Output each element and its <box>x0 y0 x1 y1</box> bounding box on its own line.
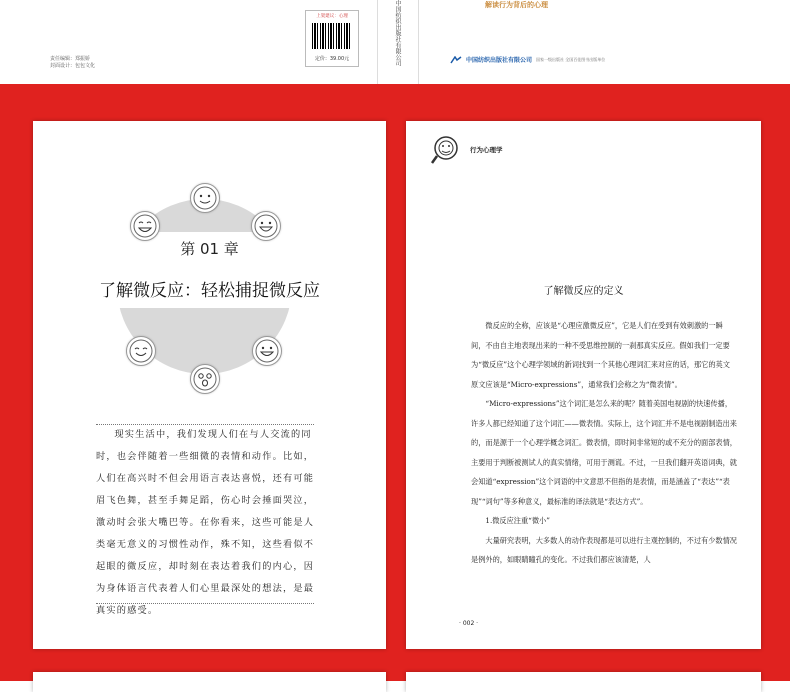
chapter-intro: 现实生活中，我们发现人们在与人交流的同时，也会伴随着一些细微的表情和动作。比如，人们在高兴时不但会用语言表达喜悦，还有可能眉飞色舞，甚至手舞足蹈，伤心时会捶面哭泣，激动时会张大嘴巴等。在你看来，这些可能是人类毫无意义的习惯性动作，殊不知，这些看似不起眼的微反应，却时刻在表达着我们的内心，因为身体语言代表着人们心里最深处的想法，是最真实的感受。 <box>96 429 315 616</box>
credit-design: 封面设计：包包文化 <box>50 63 96 69</box>
publisher <box>450 55 605 64</box>
next-left-page <box>33 672 386 692</box>
page-number: · 002 · <box>459 620 479 627</box>
paragraph: 大量研究表明，大多数人的动作表现都是可以进行主观控制的，不过有少数情况是例外的，如眼睛瞳孔的变化。不过我们都应该清楚，人 <box>471 535 737 564</box>
spine-text: 中国纺织出版社有限公司 <box>394 0 401 66</box>
cover-subtitle: 解读行为背后的心理 <box>485 1 548 9</box>
next-right-page <box>406 672 761 692</box>
publisher-note: 国家一级出版社 全国百佳图书出版单位 <box>536 57 606 62</box>
section-title: 了解微反应的定义 <box>543 286 624 297</box>
chapter-title: 了解微反应：轻松捕捉微反应 <box>99 281 320 301</box>
credit-editor: 责任编辑：郑振娇 <box>50 56 91 62</box>
grin-face-icon <box>130 211 160 241</box>
magnifier-face-icon <box>430 134 466 166</box>
barcode-label: 上架建议：心理 <box>316 14 348 19</box>
barcode-icon <box>312 23 352 49</box>
happy-face-icon <box>126 336 156 366</box>
cheerful-face-icon <box>252 336 282 366</box>
section-body <box>471 316 737 570</box>
publisher-name: 中国纺织出版社有限公司 <box>466 57 533 64</box>
price: 定价：39.00元 <box>314 56 350 62</box>
smile-face-icon <box>190 183 220 213</box>
barcode <box>305 10 359 67</box>
laugh-face-icon <box>251 211 281 241</box>
subheading: 1.微反应注重“微小” <box>485 516 550 525</box>
cover-credits <box>50 56 95 70</box>
surprised-face-icon <box>190 364 220 394</box>
header-label: 行为心理学 <box>470 146 503 154</box>
paragraph: “Micro-expressions”这个词汇是怎么来的呢？随着美国电视剧的快速传播，许多人都已经知道了这个词汇——微表情。实际上，这个词汇并不是电视剧制造出来的，而是源于一个心理学概念词汇。微表情，即时间非常短的或不充分的面部表情，主要用于判断被测试人的真实情绪，可用于测谎。不过，一旦我们翻开英语词典，就会知道“expression”这个词语的中文意思不但指的是表情，而是涵盖了“表达”“表现”“词句”等多种意义，最标准的译法就是“表达方式”。 <box>471 399 737 506</box>
publisher-logo-icon <box>450 56 462 64</box>
chapter-number: 第 01 章 <box>180 240 239 258</box>
paragraph: 微反应的全称，应该是“心理应激微反应”，它是人们在受到有效刺激的一瞬间，不由自主地表现出来的一种不受思维控制的一刹那真实反应。假如我们一定要为“微反应”这个心理学领域的新词找到一个其他心理词汇来对应的话，那它的英文原文应该是“Micro-expressions”，通常我们会称之为“微表情”。 <box>471 321 730 389</box>
bottom-rule <box>96 603 314 604</box>
